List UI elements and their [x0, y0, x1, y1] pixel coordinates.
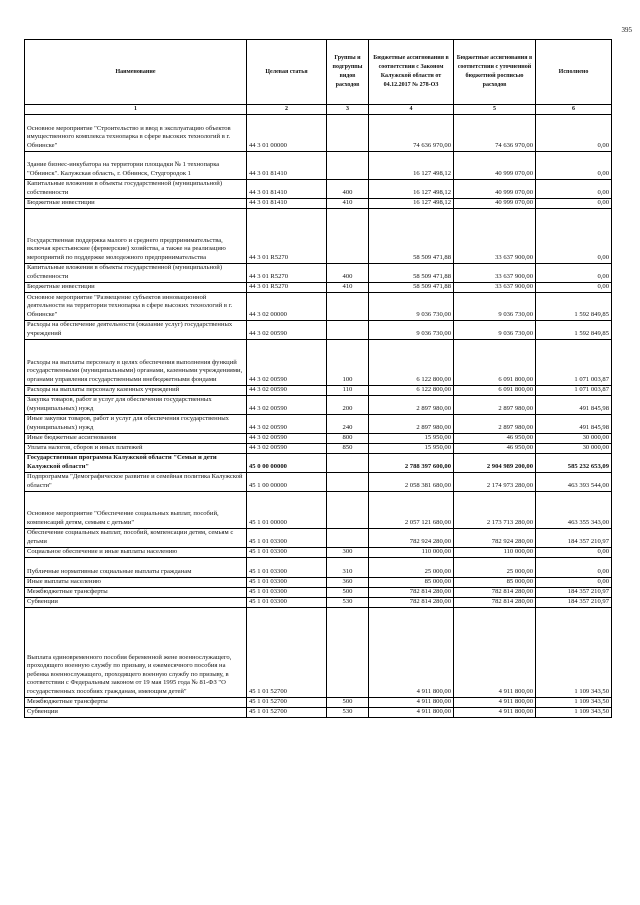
row-law: 110 000,00: [369, 547, 454, 557]
column-number: 6: [536, 105, 612, 115]
row-code: 44 3 01 81410: [247, 151, 327, 179]
row-code: 45 1 00 00000: [247, 472, 327, 491]
row-executed: 0,00: [536, 114, 612, 151]
row-revised: 9 036 730,00: [454, 320, 536, 339]
row-name: Здание бизнес-инкубатора на территории площадки № 1 технопарка "Обнинск". Калужская область, г. Обнинск, Студгородок 1: [25, 151, 247, 179]
row-name: Выплата единовременного пособия беременной жене военнослужащего, проходящего военную службу по призыву, и ежемесячного пособия на ребенка военнослужащего, проходящего военную службу по призыву, в соответствии с Федеральным законом от 19 мая 1995 года № 81-ФЗ "О государственных пособиях гражданам, имеющим детей": [25, 607, 247, 697]
row-name: Расходы на выплаты персоналу в целях обеспечения выполнения функций государственными (муниципальными) органами, казенными учреждениями, органами управления государственными внебюджетными фондами: [25, 339, 247, 385]
row-executed: 1 109 343,50: [536, 697, 612, 707]
row-executed: 1 592 849,85: [536, 292, 612, 320]
row-executed: 0,00: [536, 577, 612, 587]
row-group: [327, 208, 369, 263]
row-executed: 463 355 343,00: [536, 491, 612, 528]
row-revised: 2 897 980,00: [454, 395, 536, 414]
row-code: 45 1 01 03300: [247, 557, 327, 577]
row-revised: 2 904 989 200,00: [454, 453, 536, 472]
row-name: Бюджетные инвестиции: [25, 198, 247, 208]
page-number: 395: [621, 26, 632, 34]
row-code: 44 3 01 R5270: [247, 282, 327, 292]
row-name: Капитальные вложения в объекты государственной (муниципальной) собственности: [25, 179, 247, 198]
row-name: Иные бюджетные ассигнования: [25, 433, 247, 443]
row-code: 45 0 00 00000: [247, 453, 327, 472]
row-code: 44 3 02 00590: [247, 395, 327, 414]
row-executed: 0,00: [536, 179, 612, 198]
table-row: [25, 395, 612, 414]
row-code: 45 1 01 52700: [247, 607, 327, 697]
header-law: Бюджетные ассигнования в соответствии с Законом Калужской области от 04.12.2017 № 278-ОЗ: [369, 40, 454, 105]
row-law: 782 814 280,00: [369, 587, 454, 597]
row-law: 2 788 397 600,00: [369, 453, 454, 472]
table-row: [25, 547, 612, 557]
table-row: [25, 597, 612, 607]
row-name: Межбюджетные трансферты: [25, 587, 247, 597]
row-name: Закупка товаров, работ и услуг для обеспечения государственных (муниципальных) нужд: [25, 395, 247, 414]
header-code: Целевая статья: [247, 40, 327, 105]
row-code: 44 3 01 81410: [247, 198, 327, 208]
row-code: 44 3 02 00590: [247, 385, 327, 395]
row-law: 9 036 730,00: [369, 320, 454, 339]
row-revised: 46 950,00: [454, 443, 536, 453]
row-law: 2 897 980,00: [369, 395, 454, 414]
row-executed: 491 845,98: [536, 395, 612, 414]
row-revised: 33 637 900,00: [454, 282, 536, 292]
row-group: 850: [327, 443, 369, 453]
table-row: [25, 557, 612, 577]
row-name: Публичные нормативные социальные выплаты гражданам: [25, 557, 247, 577]
row-revised: 2 174 973 280,00: [454, 472, 536, 491]
row-law: 16 127 498,12: [369, 198, 454, 208]
row-revised: 110 000,00: [454, 547, 536, 557]
row-law: 4 911 800,00: [369, 607, 454, 697]
row-group: [327, 292, 369, 320]
table-row: [25, 292, 612, 320]
table-row: [25, 385, 612, 395]
row-revised: 2 173 713 280,00: [454, 491, 536, 528]
row-code: 45 1 01 03300: [247, 547, 327, 557]
row-law: 15 950,00: [369, 433, 454, 443]
row-revised: 40 999 070,00: [454, 151, 536, 179]
row-name: Подпрограмма "Демографическое развитие и семейная политика Калужской области": [25, 472, 247, 491]
row-group: 400: [327, 179, 369, 198]
table-row: [25, 198, 612, 208]
row-code: 45 1 01 03300: [247, 587, 327, 597]
row-executed: 0,00: [536, 151, 612, 179]
row-law: 6 122 800,00: [369, 385, 454, 395]
row-group: [327, 607, 369, 697]
row-revised: 25 000,00: [454, 557, 536, 577]
table-row: [25, 151, 612, 179]
row-name: Основное мероприятие "Обеспечение социальных выплат, пособий, компенсаций детям, семьям с детьми": [25, 491, 247, 528]
row-law: 4 911 800,00: [369, 707, 454, 717]
table-row: [25, 491, 612, 528]
column-number: 3: [327, 105, 369, 115]
row-code: 45 1 01 03300: [247, 528, 327, 547]
row-law: 16 127 498,12: [369, 151, 454, 179]
row-name: Субвенции: [25, 707, 247, 717]
row-revised: 782 814 280,00: [454, 587, 536, 597]
row-law: 58 509 471,88: [369, 208, 454, 263]
table-row: [25, 607, 612, 697]
row-revised: 9 036 730,00: [454, 292, 536, 320]
row-name: Расходы на обеспечение деятельности (оказание услуг) государственных учреждений: [25, 320, 247, 339]
row-executed: 491 845,98: [536, 414, 612, 433]
row-code: 44 3 02 00590: [247, 320, 327, 339]
row-code: 45 1 01 03300: [247, 577, 327, 587]
row-revised: 33 637 900,00: [454, 208, 536, 263]
header-executed: Исполнено: [536, 40, 612, 105]
row-group: 410: [327, 282, 369, 292]
row-executed: 0,00: [536, 557, 612, 577]
row-group: 530: [327, 597, 369, 607]
row-group: [327, 320, 369, 339]
header-row: [25, 40, 612, 105]
row-code: 44 3 01 81410: [247, 179, 327, 198]
row-revised: 85 000,00: [454, 577, 536, 587]
row-executed: 184 357 210,97: [536, 587, 612, 597]
row-executed: 463 393 544,00: [536, 472, 612, 491]
row-executed: 1 592 849,85: [536, 320, 612, 339]
row-law: 58 509 471,88: [369, 282, 454, 292]
row-revised: 46 950,00: [454, 433, 536, 443]
table-row: [25, 433, 612, 443]
row-executed: 1 109 343,50: [536, 607, 612, 697]
row-revised: 74 636 970,00: [454, 114, 536, 151]
row-group: 100: [327, 339, 369, 385]
column-number: 5: [454, 105, 536, 115]
table-row: [25, 577, 612, 587]
row-law: 4 911 800,00: [369, 697, 454, 707]
row-group: 400: [327, 263, 369, 282]
row-group: 500: [327, 697, 369, 707]
row-group: 200: [327, 395, 369, 414]
row-law: 2 057 121 680,00: [369, 491, 454, 528]
row-executed: 0,00: [536, 198, 612, 208]
row-name: Государственная программа Калужской области "Семья и дети Калужской области": [25, 453, 247, 472]
row-executed: 585 232 653,09: [536, 453, 612, 472]
row-law: 15 950,00: [369, 443, 454, 453]
row-group: [327, 528, 369, 547]
row-law: 9 036 730,00: [369, 292, 454, 320]
row-law: 85 000,00: [369, 577, 454, 587]
row-executed: 30 000,00: [536, 433, 612, 443]
table-row: [25, 263, 612, 282]
table-row: [25, 697, 612, 707]
row-name: Иные закупки товаров, работ и услуг для обеспечения государственных (муниципальных) нужд: [25, 414, 247, 433]
table-row: [25, 443, 612, 453]
row-name: Государственная поддержка малого и среднего предпринимательства, включая крестьянские (фермерские) хозяйства, а также на реализацию мероприятий по поддержке молодежного предпринимательства: [25, 208, 247, 263]
row-law: 2 897 980,00: [369, 414, 454, 433]
table-row: [25, 320, 612, 339]
row-group: 360: [327, 577, 369, 587]
column-number-row: [25, 105, 612, 115]
row-name: Основное мероприятие "Размещение субъектов инновационной деятельности на территории технопарка в сфере высоких технологий в г. Обнинске": [25, 292, 247, 320]
row-code: 45 1 01 00000: [247, 491, 327, 528]
row-name: Обеспечение социальных выплат, пособий, компенсации детям, семьям с детьми: [25, 528, 247, 547]
row-revised: 4 911 800,00: [454, 707, 536, 717]
row-code: 44 3 02 00590: [247, 443, 327, 453]
row-revised: 2 897 980,00: [454, 414, 536, 433]
row-executed: 1 071 003,87: [536, 385, 612, 395]
row-group: [327, 453, 369, 472]
row-code: 44 3 02 00590: [247, 414, 327, 433]
row-name: Расходы на выплаты персоналу казенных учреждений: [25, 385, 247, 395]
row-code: 44 3 01 R5270: [247, 263, 327, 282]
row-group: 110: [327, 385, 369, 395]
row-name: Межбюджетные трансферты: [25, 697, 247, 707]
table-row: [25, 282, 612, 292]
row-group: 310: [327, 557, 369, 577]
table-row: [25, 707, 612, 717]
budget-table: [24, 39, 612, 718]
row-revised: 40 999 070,00: [454, 179, 536, 198]
row-executed: 0,00: [536, 208, 612, 263]
row-code: 45 1 01 03300: [247, 597, 327, 607]
row-group: 800: [327, 433, 369, 443]
row-executed: 1 071 003,87: [536, 339, 612, 385]
row-law: 25 000,00: [369, 557, 454, 577]
row-executed: 184 357 210,97: [536, 528, 612, 547]
table-row: [25, 179, 612, 198]
row-code: 44 3 02 00590: [247, 339, 327, 385]
column-number: 4: [369, 105, 454, 115]
row-revised: 6 091 800,00: [454, 339, 536, 385]
table-row: [25, 339, 612, 385]
row-code: 45 1 01 52700: [247, 697, 327, 707]
row-code: 45 1 01 52700: [247, 707, 327, 717]
row-law: 782 924 280,00: [369, 528, 454, 547]
row-revised: 782 814 280,00: [454, 597, 536, 607]
row-revised: 4 911 800,00: [454, 697, 536, 707]
row-revised: 4 911 800,00: [454, 607, 536, 697]
row-executed: 0,00: [536, 547, 612, 557]
row-group: 500: [327, 587, 369, 597]
header-group: Группы и подгруппы видов расходов: [327, 40, 369, 105]
row-code: 44 3 01 R5270: [247, 208, 327, 263]
row-law: 74 636 970,00: [369, 114, 454, 151]
row-name: Иные выплаты населению: [25, 577, 247, 587]
row-name: Капитальные вложения в объекты государственной (муниципальной) собственности: [25, 263, 247, 282]
row-law: 2 058 381 680,00: [369, 472, 454, 491]
row-law: 58 509 471,88: [369, 263, 454, 282]
table-row: [25, 472, 612, 491]
row-revised: 6 091 800,00: [454, 385, 536, 395]
row-executed: 1 109 343,50: [536, 707, 612, 717]
row-group: 530: [327, 707, 369, 717]
row-executed: 30 000,00: [536, 443, 612, 453]
row-group: 300: [327, 547, 369, 557]
row-law: 782 814 280,00: [369, 597, 454, 607]
row-group: [327, 151, 369, 179]
row-executed: 0,00: [536, 263, 612, 282]
row-group: [327, 491, 369, 528]
row-code: 44 3 02 00000: [247, 292, 327, 320]
table-row: [25, 587, 612, 597]
table-row: [25, 414, 612, 433]
row-group: 240: [327, 414, 369, 433]
row-name: Бюджетные инвестиции: [25, 282, 247, 292]
row-revised: 33 637 900,00: [454, 263, 536, 282]
row-group: [327, 114, 369, 151]
header-revised: Бюджетные ассигнования в соответствии с уточненной бюджетной росписью расходов: [454, 40, 536, 105]
row-code: 44 3 01 00000: [247, 114, 327, 151]
row-group: [327, 472, 369, 491]
row-executed: 0,00: [536, 282, 612, 292]
table-row: [25, 208, 612, 263]
table-row: [25, 114, 612, 151]
row-code: 44 3 02 00590: [247, 433, 327, 443]
header-name: Наименование: [25, 40, 247, 105]
row-executed: 184 357 210,97: [536, 597, 612, 607]
row-name: Основное мероприятие "Строительство и ввод в эксплуатацию объектов имущественного комплекса технопарка в сфере высоких технологий в г. Обнинске": [25, 114, 247, 151]
row-law: 6 122 800,00: [369, 339, 454, 385]
row-group: 410: [327, 198, 369, 208]
row-name: Уплата налогов, сборов и иных платежей: [25, 443, 247, 453]
row-name: Субвенции: [25, 597, 247, 607]
table-row: [25, 453, 612, 472]
column-number: 2: [247, 105, 327, 115]
table-row: [25, 528, 612, 547]
row-revised: 40 999 070,00: [454, 198, 536, 208]
row-law: 16 127 498,12: [369, 179, 454, 198]
row-revised: 782 924 280,00: [454, 528, 536, 547]
column-number: 1: [25, 105, 247, 115]
row-name: Социальное обеспечение и иные выплаты населению: [25, 547, 247, 557]
